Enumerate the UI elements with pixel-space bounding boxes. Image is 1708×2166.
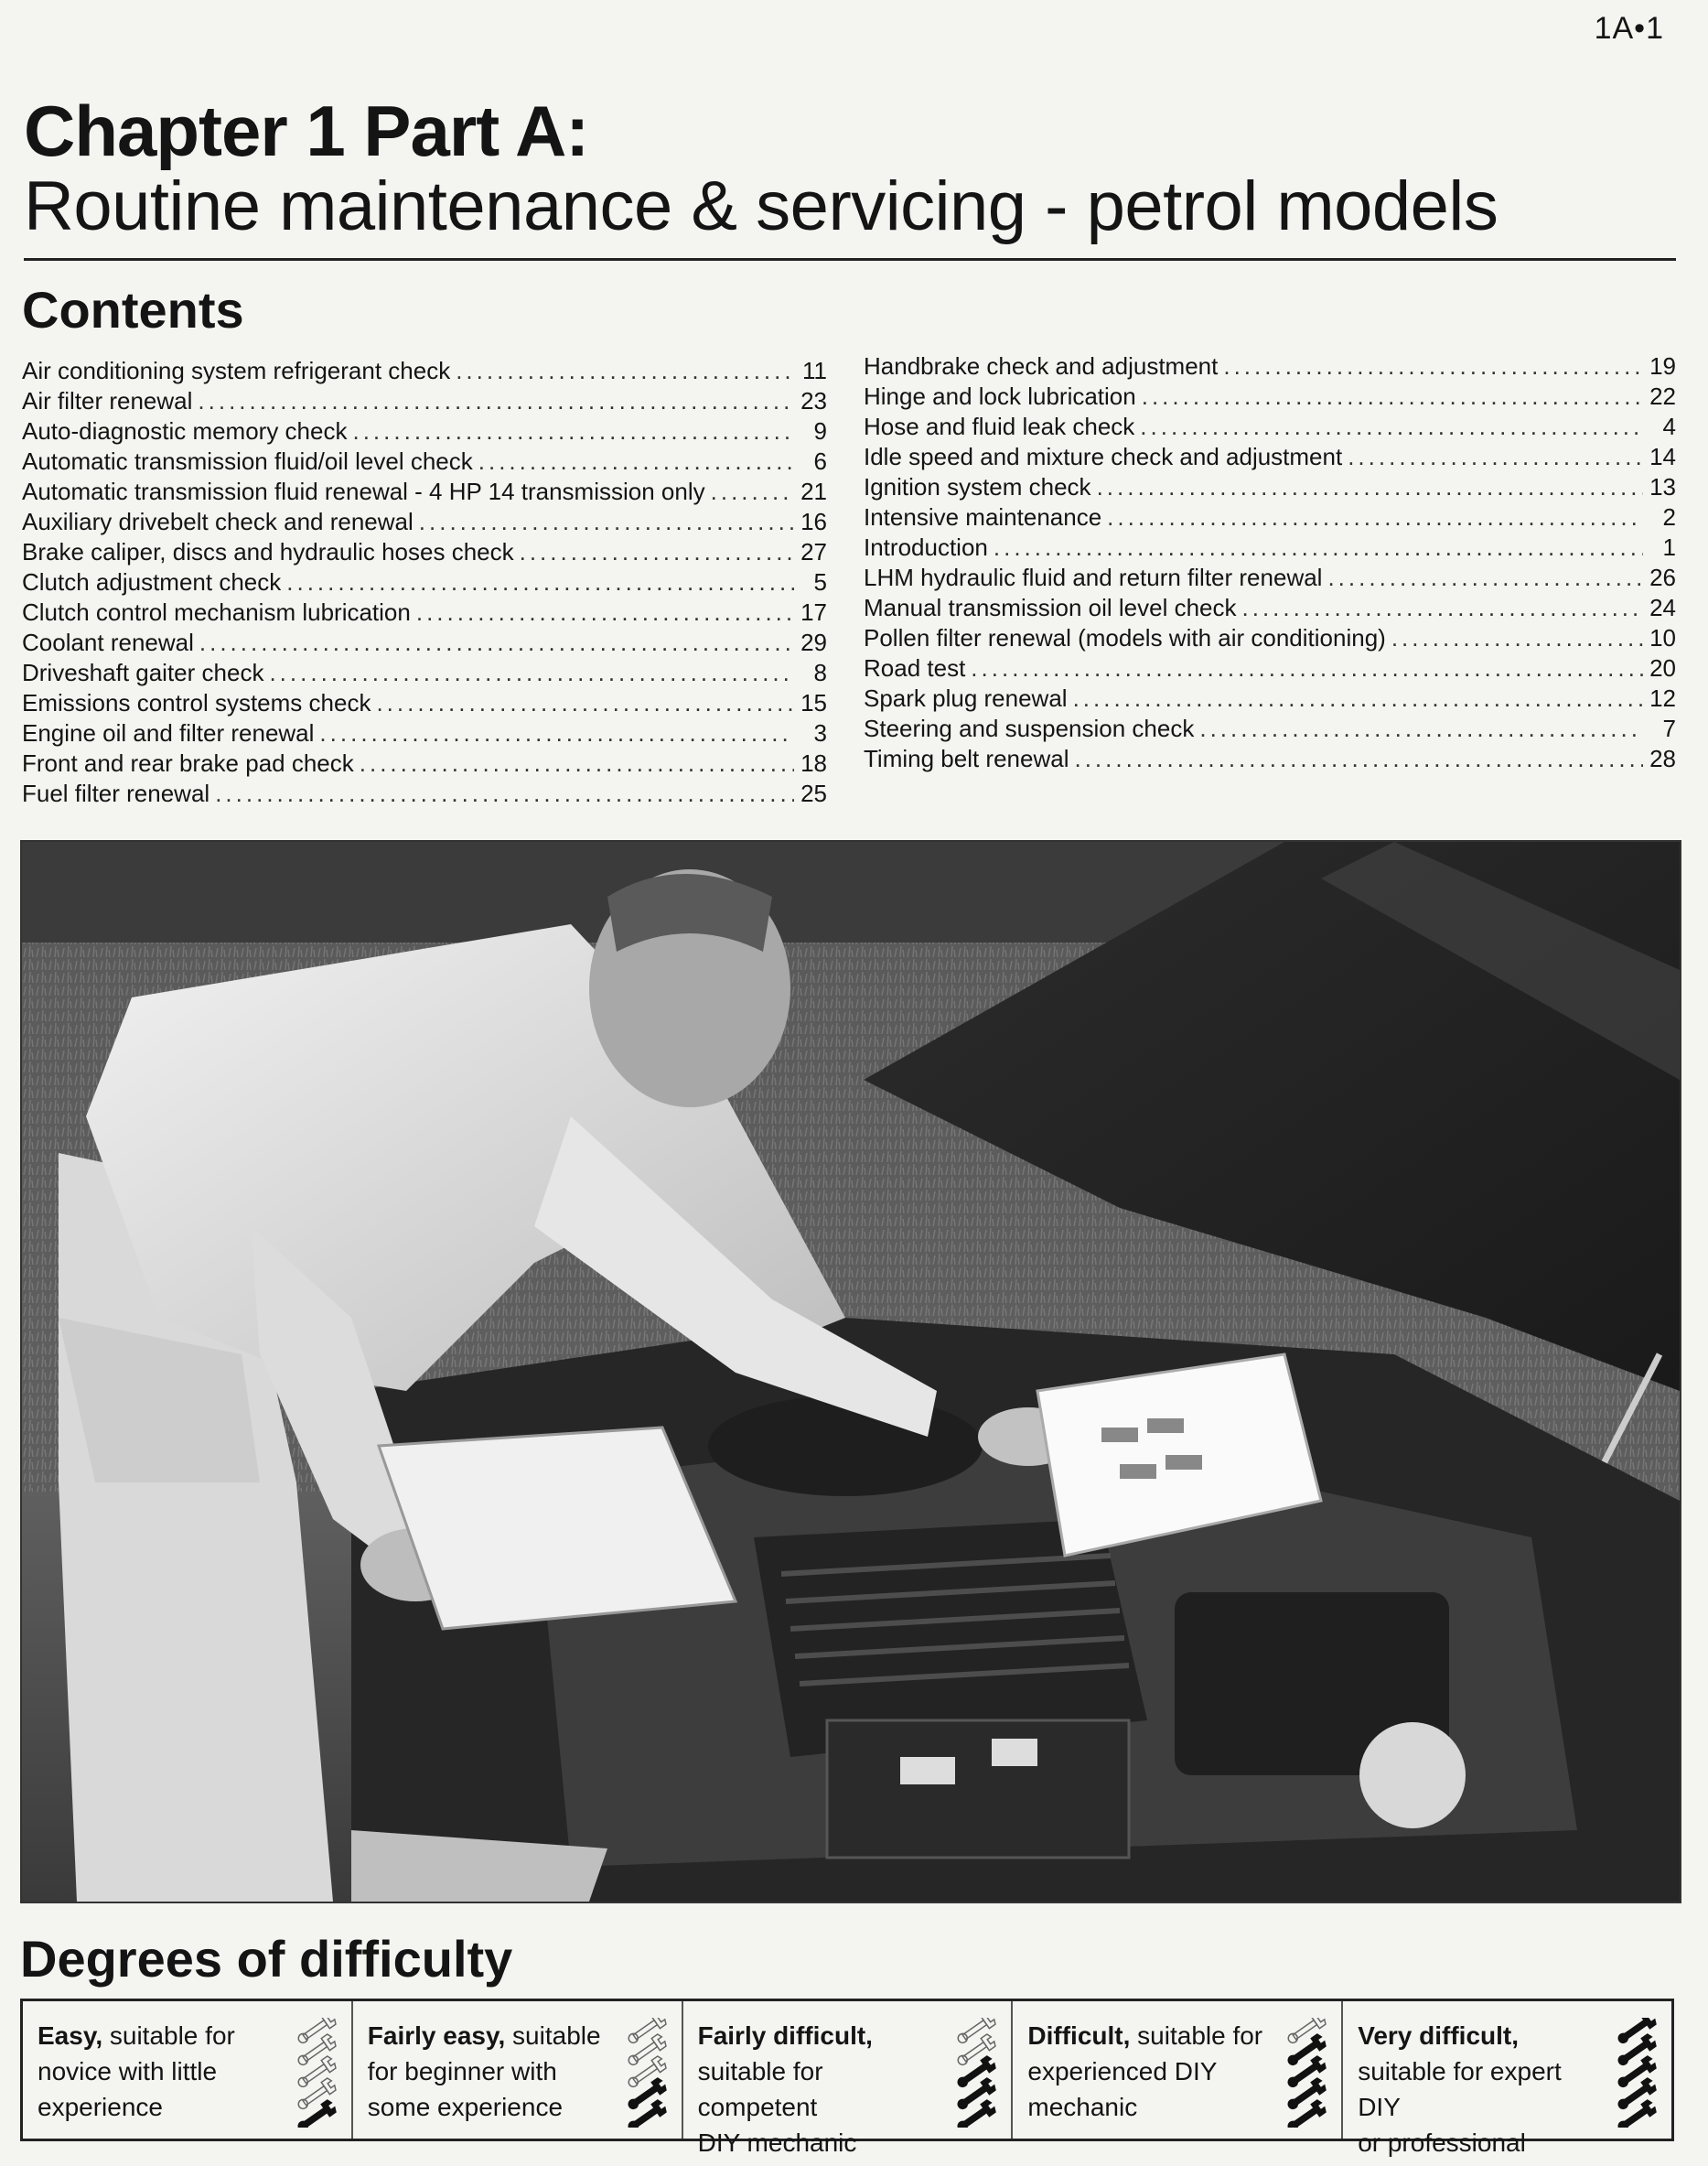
difficulty-level-3 bbox=[683, 2001, 1014, 2157]
difficulty-description bbox=[368, 2018, 615, 2125]
difficulty-name: Fairly easy, bbox=[367, 2021, 506, 2050]
toc-entry bbox=[22, 749, 827, 780]
toc-entry-label: Coolant renewal bbox=[22, 629, 194, 656]
difficulty-line3: experience bbox=[38, 2093, 163, 2121]
difficulty-heading: Degrees of difficulty bbox=[20, 1930, 513, 1988]
toc-entry-label: Emissions control systems check bbox=[22, 689, 371, 717]
toc-entry-page: 12 bbox=[1649, 684, 1676, 712]
mechanic-photo bbox=[20, 840, 1681, 1903]
difficulty-line2: suitable for competent bbox=[697, 2057, 823, 2121]
page-number: 1A•1 bbox=[1594, 11, 1664, 46]
toc-entry-label: LHM hydraulic fluid and return filter renewal bbox=[864, 564, 1323, 591]
toc-entry-page: 15 bbox=[800, 689, 827, 717]
difficulty-level-4 bbox=[1013, 2001, 1343, 2139]
difficulty-name: Difficult, bbox=[1027, 2021, 1131, 2050]
toc-entry-label: Spark plug renewal bbox=[864, 684, 1068, 712]
difficulty-line2: suitable for expert DIY bbox=[1358, 2057, 1562, 2121]
difficulty-level-2 bbox=[353, 2001, 683, 2139]
toc-entry-label: Hose and fluid leak check bbox=[864, 413, 1135, 440]
toc-entry-label: Manual transmission oil level check bbox=[864, 594, 1237, 621]
difficulty-description bbox=[1358, 2018, 1605, 2161]
toc-leader-dots bbox=[1142, 383, 1643, 411]
toc-entry-label: Intensive maintenance bbox=[864, 503, 1102, 531]
toc-leader-dots bbox=[1199, 715, 1643, 743]
toc-entry bbox=[22, 598, 827, 629]
toc-entry-label: Automatic transmission fluid renewal - 4 HP 14 transmission only bbox=[22, 478, 705, 505]
difficulty-line2: novice with little bbox=[38, 2057, 218, 2085]
toc-entry bbox=[22, 417, 827, 447]
toc-entry-page: 3 bbox=[813, 719, 827, 747]
toc-entry-label: Brake caliper, discs and hydraulic hoses check bbox=[22, 538, 514, 566]
difficulty-line1: suitable bbox=[505, 2021, 601, 2050]
toc-leader-dots bbox=[1097, 473, 1643, 501]
toc-leader-dots bbox=[319, 719, 794, 748]
toc-entry-page: 20 bbox=[1649, 654, 1676, 682]
difficulty-name: Fairly difficult, bbox=[697, 2021, 873, 2050]
toc-right-column bbox=[864, 352, 1676, 775]
toc-left-column bbox=[22, 357, 827, 810]
toc-entry-page: 11 bbox=[802, 357, 827, 384]
spanner-rating-icon bbox=[954, 2018, 998, 2128]
toc-entry-label: Introduction bbox=[864, 533, 988, 561]
toc-entry-label: Timing belt renewal bbox=[864, 745, 1069, 772]
toc-leader-dots bbox=[1107, 503, 1643, 532]
toc-entry bbox=[22, 568, 827, 598]
toc-entry bbox=[22, 387, 827, 417]
toc-entry-page: 28 bbox=[1649, 745, 1676, 772]
toc-entry bbox=[864, 654, 1676, 684]
difficulty-description bbox=[1027, 2018, 1274, 2125]
difficulty-level-5 bbox=[1343, 2001, 1671, 2157]
toc-entry bbox=[864, 745, 1676, 775]
spanner-rating-icon bbox=[295, 2018, 338, 2128]
toc-entry-page: 9 bbox=[813, 417, 827, 445]
toc-leader-dots bbox=[1073, 684, 1643, 713]
chapter-subtitle: Routine maintenance & servicing - petrol models bbox=[24, 167, 1499, 245]
toc-entry bbox=[22, 629, 827, 659]
toc-leader-dots bbox=[994, 533, 1643, 562]
toc-entry-page: 24 bbox=[1649, 594, 1676, 621]
difficulty-level-1 bbox=[23, 2001, 353, 2139]
toc-entry-label: Steering and suspension check bbox=[864, 715, 1195, 742]
toc-entry bbox=[22, 689, 827, 719]
toc-entry-label: Automatic transmission fluid/oil level check bbox=[22, 447, 473, 475]
toc-entry bbox=[22, 478, 827, 508]
toc-entry bbox=[22, 508, 827, 538]
toc-entry-page: 29 bbox=[800, 629, 827, 656]
toc-leader-dots bbox=[1391, 624, 1643, 652]
difficulty-name: Very difficult, bbox=[1358, 2021, 1520, 2050]
chapter-title: Chapter 1 Part A: bbox=[24, 91, 589, 171]
toc-leader-dots bbox=[478, 447, 794, 476]
toc-entry bbox=[864, 594, 1676, 624]
toc-entry-page: 19 bbox=[1649, 352, 1676, 380]
toc-entry-label: Handbrake check and adjustment bbox=[864, 352, 1219, 380]
toc-entry-label: Clutch control mechanism lubrication bbox=[22, 598, 411, 626]
toc-leader-dots bbox=[269, 659, 794, 687]
toc-entry bbox=[22, 780, 827, 810]
title-rule bbox=[24, 258, 1676, 261]
toc-entry-page: 21 bbox=[800, 478, 827, 505]
toc-entry-page: 8 bbox=[813, 659, 827, 686]
toc-entry bbox=[864, 624, 1676, 654]
toc-entry-page: 18 bbox=[800, 749, 827, 777]
toc-leader-dots bbox=[419, 508, 794, 536]
toc-entry-label: Air filter renewal bbox=[22, 387, 193, 415]
toc-entry bbox=[864, 443, 1676, 473]
toc-entry-label: Auxiliary drivebelt check and renewal bbox=[22, 508, 414, 535]
toc-entry-page: 27 bbox=[800, 538, 827, 566]
toc-entry-label: Engine oil and filter renewal bbox=[22, 719, 315, 747]
contents-heading: Contents bbox=[22, 281, 244, 339]
toc-entry-page: 1 bbox=[1662, 533, 1676, 561]
toc-entry-label: Front and rear brake pad check bbox=[22, 749, 354, 777]
toc-entry-label: Ignition system check bbox=[864, 473, 1091, 501]
toc-entry bbox=[22, 719, 827, 749]
toc-entry-label: Auto-diagnostic memory check bbox=[22, 417, 348, 445]
toc-entry-label: Road test bbox=[864, 654, 966, 682]
toc-entry-label: Pollen filter renewal (models with air conditioning) bbox=[864, 624, 1386, 652]
toc-leader-dots bbox=[198, 387, 794, 415]
toc-entry-page: 5 bbox=[813, 568, 827, 596]
toc-leader-dots bbox=[456, 357, 794, 385]
difficulty-line1: suitable for bbox=[102, 2021, 235, 2050]
toc-entry bbox=[22, 538, 827, 568]
toc-entry-page: 14 bbox=[1649, 443, 1676, 470]
toc-entry bbox=[22, 659, 827, 689]
toc-entry bbox=[864, 684, 1676, 715]
toc-leader-dots bbox=[971, 654, 1643, 683]
difficulty-line1: suitable for bbox=[1130, 2021, 1263, 2050]
toc-entry bbox=[864, 352, 1676, 383]
difficulty-line3: some experience bbox=[367, 2093, 564, 2121]
toc-entry-label: Idle speed and mixture check and adjustment bbox=[864, 443, 1343, 470]
toc-entry bbox=[22, 357, 827, 387]
toc-entry-page: 2 bbox=[1662, 503, 1676, 531]
difficulty-table bbox=[20, 1999, 1674, 2157]
toc-leader-dots bbox=[1223, 352, 1643, 381]
difficulty-line3: mechanic bbox=[1027, 2093, 1138, 2121]
toc-entry bbox=[864, 413, 1676, 443]
toc-entry-page: 7 bbox=[1662, 715, 1676, 742]
difficulty-line2: for beginner with bbox=[367, 2057, 557, 2085]
difficulty-description bbox=[698, 2018, 945, 2161]
toc-leader-dots bbox=[711, 478, 794, 506]
toc-leader-dots bbox=[1327, 564, 1643, 592]
toc-leader-dots bbox=[1140, 413, 1643, 441]
toc-entry-label: Hinge and lock lubrication bbox=[864, 383, 1136, 410]
toc-leader-dots bbox=[416, 598, 794, 627]
toc-entry bbox=[864, 715, 1676, 745]
difficulty-line3: DIY mechanic bbox=[697, 2128, 857, 2157]
toc-entry-label: Clutch adjustment check bbox=[22, 568, 282, 596]
difficulty-name: Easy, bbox=[38, 2021, 103, 2050]
toc-entry-label: Driveshaft gaiter check bbox=[22, 659, 264, 686]
toc-entry-label: Fuel filter renewal bbox=[22, 780, 210, 807]
toc-entry-label: Air conditioning system refrigerant check bbox=[22, 357, 451, 384]
toc-entry bbox=[864, 383, 1676, 413]
toc-leader-dots bbox=[376, 689, 794, 717]
difficulty-line3: or professional bbox=[1358, 2128, 1526, 2157]
spanner-rating-icon bbox=[1284, 2018, 1328, 2128]
toc-entry-page: 16 bbox=[800, 508, 827, 535]
toc-entry bbox=[864, 503, 1676, 533]
difficulty-description bbox=[38, 2018, 285, 2125]
spanner-rating-icon bbox=[625, 2018, 669, 2128]
toc-entry-page: 23 bbox=[800, 387, 827, 415]
toc-entry-page: 10 bbox=[1649, 624, 1676, 652]
toc-entry-page: 6 bbox=[813, 447, 827, 475]
difficulty-line2: experienced DIY bbox=[1027, 2057, 1218, 2085]
toc-entry-page: 17 bbox=[800, 598, 827, 626]
toc-entry-page: 26 bbox=[1649, 564, 1676, 591]
toc-leader-dots bbox=[352, 417, 794, 446]
toc-leader-dots bbox=[1242, 594, 1643, 622]
toc-entry bbox=[864, 473, 1676, 503]
toc-entry-page: 4 bbox=[1662, 413, 1676, 440]
toc-leader-dots bbox=[520, 538, 794, 566]
toc-entry-page: 13 bbox=[1649, 473, 1676, 501]
toc-entry bbox=[864, 533, 1676, 564]
toc-entry bbox=[22, 447, 827, 478]
spanner-rating-icon bbox=[1615, 2018, 1659, 2128]
toc-leader-dots bbox=[199, 629, 794, 657]
toc-leader-dots bbox=[286, 568, 794, 597]
toc-leader-dots bbox=[1074, 745, 1643, 773]
toc-entry-page: 22 bbox=[1649, 383, 1676, 410]
toc-leader-dots bbox=[215, 780, 794, 808]
toc-leader-dots bbox=[1348, 443, 1643, 471]
toc-entry bbox=[864, 564, 1676, 594]
toc-leader-dots bbox=[360, 749, 794, 778]
toc-entry-page: 25 bbox=[800, 780, 827, 807]
